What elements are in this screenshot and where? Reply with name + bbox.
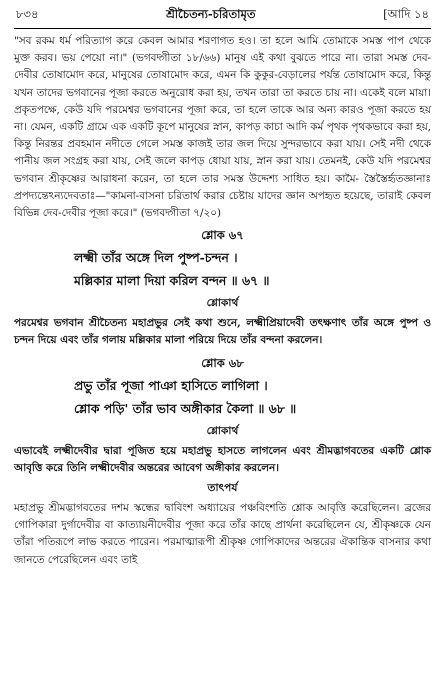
verse-68-translation-heading: শ্লোকার্থ [206, 424, 239, 437]
verse-67-line-1: লক্ষ্মী তাঁর অঙ্গে দিল পুষ্প-চন্দন । [74, 250, 238, 266]
verse-67-heading: শ্লোক ৬৭ [201, 228, 244, 243]
header-rule [14, 28, 431, 29]
book-title: শ্রীচৈতন্য-চরিতামৃত [166, 7, 256, 21]
page-number: ৮৩৪ [16, 7, 39, 21]
verse-67-translation: পরমেশ্বর ভগবান শ্রীচৈতন্য মহাপ্রভুর সেই কথা শুনে, লক্ষ্মীপ্রিয়াদেবী তৎক্ষণাৎ তাঁর অঙ্গে পুষ্প ও চন্দন দিয়ে এবং তাঁর গলায় মল্লিকার মালা পরিয়ে দিয়ে তাঁর বন্দনা করলেন। [14, 317, 431, 347]
page-header [14, 6, 431, 25]
verse-67-line-2: মল্লিকার মালা দিয়া করিল বন্দন ॥ ৬৭ ॥ [74, 273, 270, 289]
chapter-reference: [আদি ১৪ [383, 7, 429, 21]
verse-68-heading: শ্লোক ৬৮ [201, 355, 244, 370]
verse-68-purport: মহাপ্রভু শ্রীমদ্ভাগবতের দশম স্কন্ধের দ্বাবিংশ অধ্যায়ের পঞ্চবিংশতি শ্লোক আবৃত্তি করেছিলেন। ব্রজের গোপিকারা দুর্গাদেবীর বা কাত্যায়নীদেবীর পূজা করে তাঁর কাছে প্রার্থনা করেছিলেন যে, শ্রীকৃষ্ণকে যেন তাঁরা পতিরূপে লাভ করতে পারেন। পরমাত্মারূপী শ্রীকৃষ্ণ গোপিকাদের অন্তরের ঐকান্তিক বাসনার কথা জানতে পেরেছিলেন এবং তাই [14, 502, 431, 566]
verse-67-translation-heading: শ্লোকার্থ [206, 297, 239, 310]
verse-68-line-2: শ্লোক পড়ি' তাঁর ভাব অঙ্গীকার কৈলা ॥ ৬৮ ॥ [74, 400, 297, 416]
verse-68-purport-heading: তাৎপর্য [207, 482, 238, 495]
verse-68-line-1: প্রভু তাঁর পূজা পাঞা হাসিতে লাগিলা । [74, 377, 268, 393]
verse-68-translation: এভাবেই লক্ষ্মীদেবীর দ্বারা পূজিত হয়ে মহাপ্রভু হাসতে লাগলেন এবং শ্রীমদ্ভাগবতের একটি শ্লোক আবৃত্তি করে তিনি লক্ষ্মীদেবীর অন্তরের আবেগ অঙ্গীকার করলেন। [14, 444, 431, 474]
purport-continuation: "সব রকম ধর্ম পরিত্যাগ করে কেবল আমার শরণাগত হও। তা হলে আমি তোমাকে সমস্ত পাপ থেকে মুক্ত করব। ভয় পেয়ো না।" (ভগবদ্গীতা ১৮/৬৬) মানুষ এই কথা বুঝতে পারে না। তারা সমস্ত দেব-দেবীর তোষামোদ করে, মানুষের তোষামোদ করে, এমন কি কুকুর-বেড়ালের পর্যন্ত তোষামোদ করে, কিন্তু যখন তাদের ভগবানের পূজা করতে অনুরোধ করা হয়, তখন তারা তা করতে চায় না। একেই বলে মায়া। প্রকৃতপক্ষে, কেউ যদি পরমেশ্বর ভগবানের পূজা করে, তা হলে তাকে আর অন্য কারও পূজা করতে হয় না। যেমন, একটি গ্রামে এক একটি কূপে মানুষের স্নান, কাপড় কাচা আদি কর্ম পৃথক পৃথকভাবে করা হয়, কিন্তু নিরন্তর প্রবহমান নদীতে গেলে সমস্ত কাজই তার জল দিয়ে সুন্দরভাবে করা যায়। সেই নদী থেকে পানীয় জল সংগ্রহ করা যায়, সেই জলে কাপড় ধোয়া যায়, স্নান করা যায়। তেমনই, কেউ যদি পরমেশ্বর ভগবান শ্রীকৃষ্ণের আরাধনা করেন, তা হলে তার সমস্ত উদ্দেশ্য সাধিত হয়। কামৈ- স্তৈস্তৈর্হৃতজ্ঞানাঃ প্রপদ্যন্তেঽন্যদেবতাঃ—"কামনা-বাসনা চরিতার্থ করার চেষ্টায় যাদের জ্ঞান অপহৃত হয়েছে, তারাই কেবল বিভিন্ন দেব-দেবীর পূজা করে।" (ভগবদ্গীতা ৭/২০) [14, 35, 432, 220]
